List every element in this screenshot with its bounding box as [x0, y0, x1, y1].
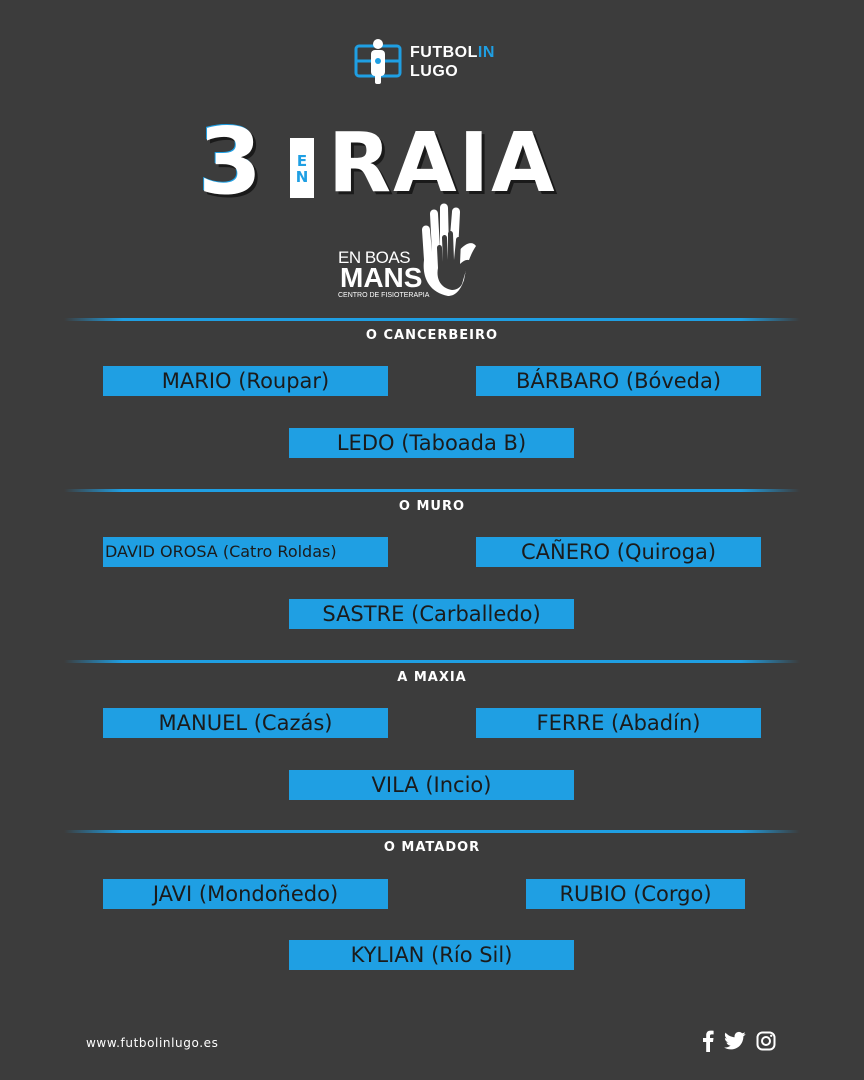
title-number: 3	[198, 108, 263, 215]
website-link[interactable]: www.futbolinlugo.es	[86, 1036, 219, 1050]
section-divider	[64, 489, 800, 492]
twitter-icon[interactable]	[724, 1030, 746, 1052]
brand-line2: LUGO	[410, 63, 459, 80]
player-card: LEDO (Taboada B)	[289, 428, 574, 458]
title-connector: EN	[293, 152, 311, 184]
section-divider	[64, 830, 800, 833]
section-divider	[64, 660, 800, 663]
futbolin-lugo-logo	[354, 38, 514, 90]
sponsor-line1: EN BOAS	[338, 248, 411, 267]
facebook-icon[interactable]	[702, 1030, 714, 1052]
section-title: O MATADOR	[383, 840, 481, 855]
brand-line1: FUTBOL	[410, 44, 478, 61]
brand-line1-accent: IN	[477, 44, 495, 61]
sponsor-line3: CENTRO DE FISIOTERAPIA	[338, 292, 430, 299]
player-card: SASTRE (Carballedo)	[289, 599, 574, 629]
player-card: KYLIAN (Río Sil)	[289, 940, 574, 970]
section-title: A MAXIA	[397, 670, 467, 685]
section-divider	[64, 318, 800, 321]
title-word: RAIA	[328, 116, 557, 211]
brand-wordmark	[410, 43, 495, 81]
instagram-icon[interactable]	[756, 1030, 776, 1052]
foosball-player-icon	[354, 38, 402, 86]
section-title: O CANCERBEIRO	[365, 328, 499, 343]
player-card: CAÑERO (Quiroga)	[476, 537, 761, 567]
player-card: MARIO (Roupar)	[103, 366, 388, 396]
social-icons	[700, 1030, 780, 1052]
player-card: RUBIO (Corgo)	[526, 879, 745, 909]
sponsor-line2: MANS	[340, 262, 423, 293]
player-card: BÁRBARO (Bóveda)	[476, 366, 761, 396]
player-card: FERRE (Abadín)	[476, 708, 761, 738]
sponsor-logo	[336, 200, 486, 300]
section-title: O MURO	[398, 499, 466, 514]
player-card: VILA (Incio)	[289, 770, 574, 800]
page-title	[190, 108, 680, 215]
player-card: MANUEL (Cazás)	[103, 708, 388, 738]
player-card: JAVI (Mondoñedo)	[103, 879, 388, 909]
player-card: DAVID OROSA (Catro Roldas)	[103, 537, 388, 567]
